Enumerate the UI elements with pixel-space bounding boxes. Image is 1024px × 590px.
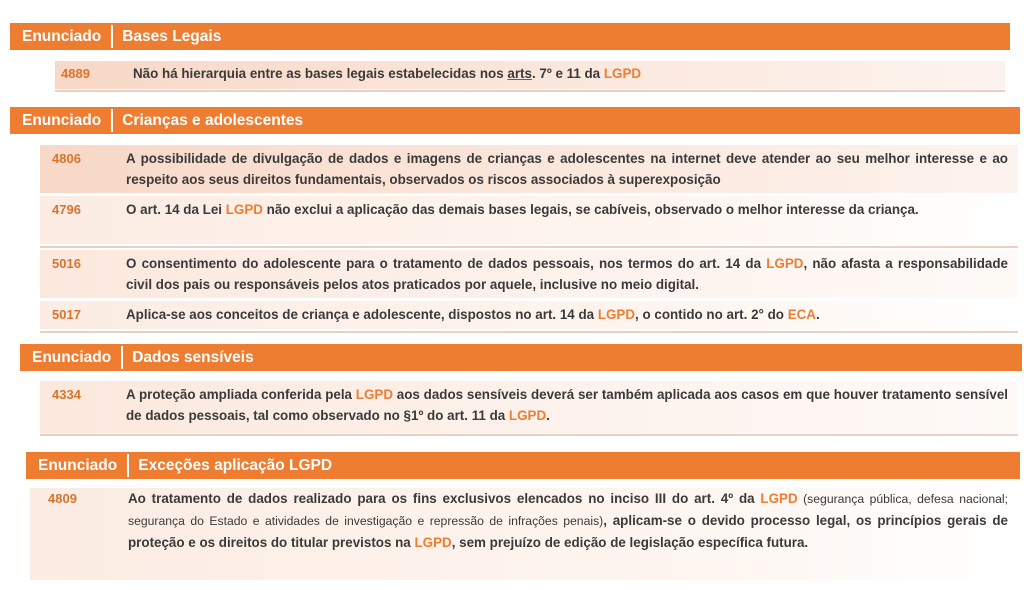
list-item-4809 <box>30 488 1018 580</box>
enunciado-code: 5017 <box>52 307 81 322</box>
header-label: Enunciado <box>38 456 118 474</box>
header-label: Enunciado <box>32 348 112 366</box>
section-header-bases-legais <box>10 23 1010 50</box>
header-title: Crianças e adolescentes <box>122 111 304 129</box>
enunciado-text: A possibilidade de divulgação de dados e imagens de crianças e adolescentes na internet deve atender ao seu melhor interesse e ao respeito aos seus direitos fundamentais, observados os riscos associados à superexposição <box>126 151 1008 187</box>
header-title: Dados sensíveis <box>132 348 254 366</box>
header-label: Enunciado <box>22 27 102 45</box>
divider <box>40 434 1018 436</box>
enunciado-code: 4806 <box>52 151 81 166</box>
list-item-4796 <box>40 196 1018 244</box>
enunciado-code: 4809 <box>48 491 77 506</box>
header-title: Exceções aplicação LGPD <box>138 456 333 474</box>
enunciado-text: A proteção ampliada conferida pela LGPD aos dados sensíveis deverá ser também aplicada aos casos em que houver tratamento sensível de dados pessoais, tal como observado no §1º do art. 11 da LGPD. <box>126 387 1008 423</box>
list-item-5017 <box>40 301 1018 329</box>
enunciado-code: 4334 <box>52 387 81 402</box>
list-item-4334 <box>40 381 1018 433</box>
header-title: Bases Legais <box>122 27 222 45</box>
section-header-excecoes <box>26 452 1020 479</box>
header-label: Enunciado <box>22 111 102 129</box>
enunciado-code: 4889 <box>61 66 90 81</box>
enunciado-text: O consentimento do adolescente para o tratamento de dados pessoais, nos termos do art. 14 da LGPD, não afasta a responsabilidade civil dos pais ou responsáveis pelos atos praticados por aquele, inclusive no meio digital. <box>126 256 1008 292</box>
list-item-4889 <box>55 61 1005 89</box>
section-header-dados-sensiveis <box>20 344 1022 371</box>
section-header-criancas <box>10 107 1020 134</box>
divider <box>40 331 1018 333</box>
enunciado-code: 5016 <box>52 256 81 271</box>
enunciado-text: Ao tratamento de dados realizado para os fins exclusivos elencados no inciso III do art. 4º da LGPD (segurança pública, defesa nacional; segurança do Estado e atividades de investigação e repressão de infrações penais), aplicam-se o devido processo legal, os princípios gerais de proteção e os direitos do titular previstos na LGPD, sem prejuízo de edição de legislação específica futura. <box>128 491 1008 550</box>
list-item-4806 <box>40 145 1018 193</box>
list-item-5016 <box>40 250 1018 298</box>
divider <box>40 246 1018 248</box>
enunciado-code: 4796 <box>52 202 81 217</box>
divider <box>55 90 1005 92</box>
enunciado-text: Não há hierarquia entre as bases legais estabelecidas nos arts. 7º e 11 da LGPD <box>133 66 642 81</box>
enunciado-text: Aplica-se aos conceitos de criança e adolescente, dispostos no art. 14 da LGPD, o contido no art. 2° do ECA. <box>126 307 820 322</box>
enunciado-text: O art. 14 da Lei LGPD não exclui a aplicação das demais bases legais, se cabíveis, observado o melhor interesse da criança. <box>126 202 919 217</box>
